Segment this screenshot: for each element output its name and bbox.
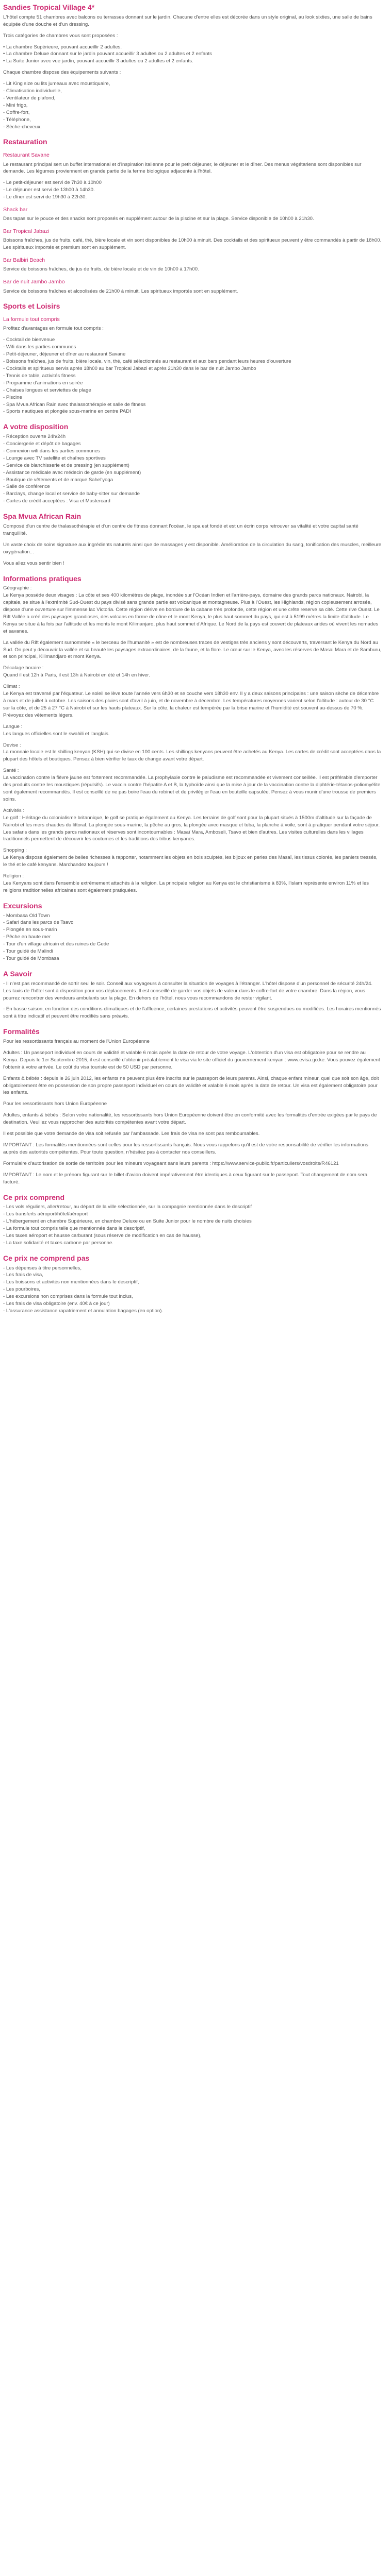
formalites-section [3, 1027, 382, 1185]
list-item: - La formule tout compris telle que mentionnée dans le descriptif, [3, 1226, 145, 1232]
all-inclusive-label: Profitez d'avantages en formule tout compris : [3, 326, 104, 332]
formalites-non-eu-label: Pour les ressortissants hors Union Européenne [3, 1101, 107, 1107]
list-item: - Sèche-cheveux. [3, 124, 42, 130]
spa-text-2: Un vaste choix de soins signature aux ingrédients naturels ainsi que de massages y est disponible. Amélioration de la circulation du sang, tonification des muscles, meilleure oxygénation... [3, 541, 382, 555]
currency-text: La monnaie locale est le shilling kenyan (KSH) qui se divise en 100 cents. Les shillings kenyans peuvent être achetés au Kenya. Les cartes de crédit sont acceptées dans la plupart des hôtels et boutiques. Pensez à bien vérifier le taux de change avant votre départ. [3, 749, 381, 762]
list-item: - Climatisation individuelle, [3, 88, 62, 94]
infos-section [3, 574, 382, 894]
list-item: - Les vols réguliers, aller/retour, au départ de la ville sélectionnée, sur la compagnie mentionnée dans le descriptif [3, 1204, 252, 1210]
price-includes-section [3, 1193, 382, 1247]
health-label: Santé : [3, 768, 19, 774]
suites-categories-list [3, 44, 382, 65]
list-item: - Réception ouverte 24h/24h [3, 434, 66, 440]
sports-section [3, 302, 382, 415]
list-item: - Tour guidé de Mombasa [3, 955, 59, 961]
restauration-title: Restauration [3, 138, 47, 146]
suites-categories-label: Trois catégories de chambres vous sont proposées : [3, 32, 118, 39]
list-item: • La chambre Supérieure, pouvant accueillir 2 adultes. [3, 44, 122, 50]
suites-intro: L'hôtel compte 51 chambres avec balcons ou terrasses donnant sur le jardin. Chacune d'entre elles est décorée dans un style original, au look sixties, une salle de bains équipée d'une douche et d'un dressing. [3, 14, 372, 27]
list-item: - Sports nautiques et plongée sous-marine en centre PADI [3, 409, 131, 415]
list-item: - Service de blanchisserie et de pressing (en supplément) [3, 462, 129, 468]
formalites-children: Enfants & bébés : depuis le 26 juin 2012, les enfants ne peuvent plus être inscrits sur le passeport de leurs parents. Ainsi, chaque enfant mineur, quel que soit son âge, doit obligatoirement être en possession de son propre passeport individuel en cours de validité et valable 6 mois après la date de retour. Un visa est également obligatoire pour les enfants. [3, 1075, 379, 1096]
list-item: - Petit-déjeuner, déjeuner et dîner au restaurant Savane [3, 351, 126, 358]
bar-balbiri-title: Bar Balbiri Beach [3, 257, 45, 264]
suites-title: Sandies Tropical Village 4* [3, 3, 95, 11]
list-item: - Tennis de table, activités fitness [3, 372, 76, 379]
disposition-title: A votre disposition [3, 422, 69, 431]
sports-title: Sports et Loisirs [3, 302, 60, 311]
list-item: • La Suite Junior avec vue jardin, pouvant accueillir 3 adultes ou 2 adultes et 2 enfants. [3, 58, 193, 64]
formalites-important: IMPORTANT : Les formalités mentionnées sont celles pour les ressortissants français. Nous vous rappelons qu'il est de votre responsabilité de vérifier les informations auprès des autorités compétentes. Pour toute question, n'hésitez pas à contacter nos conseillers. [3, 1142, 368, 1155]
suites-section [3, 3, 382, 130]
list-item: - Chaises longues et serviettes de plage [3, 387, 91, 393]
bar-jambo-title: Bar de nuit Jambo Jambo [3, 279, 65, 285]
list-item: - Lounge avec TV satellite et chaînes sportives [3, 455, 106, 461]
list-item: - L'assurance assistance rapatriement et annulation bagages (en option). [3, 1308, 164, 1314]
disposition-list [3, 433, 382, 505]
formalites-title: Formalités [3, 1027, 40, 1036]
list-item: - Mombasa Old Town [3, 912, 50, 919]
formalites-eu-label: Pour les ressortissants français au moment de l'Union Européenne [3, 1039, 150, 1045]
list-item: - Plongée en sous-marin [3, 927, 57, 933]
list-item: - Tour d'un village africain et des ruines de Gede [3, 941, 109, 947]
timezone-label: Décalage horaire : [3, 665, 44, 671]
religion-label: Religion : [3, 873, 24, 879]
bar-balbiri-text: Service de boissons fraîches, de jus de fruits, de bière locale et de vin de 10h00 à 17h00. [3, 266, 199, 273]
price-excludes-list [3, 1265, 382, 1315]
list-item: - Téléphone, [3, 116, 31, 123]
list-item: - Les boissons et activités non mentionnées dans le descriptif, [3, 1279, 139, 1285]
shopping-label: Shopping : [3, 848, 27, 854]
list-item: - Tour guidé de Malindi [3, 948, 53, 955]
list-item: - Wifi dans les parties communes [3, 344, 76, 350]
restauration-section [3, 138, 382, 295]
list-item: - Programme d'animations en soirée [3, 380, 83, 386]
restaurant-savane-text: Le restaurant principal sert un buffet international et d'inspiration italienne pour le petit déjeuner, le déjeuner et le dîner. Des menus végétariens sont disponibles sur demande. Les légumes proviennent en grande partie de la ferme biologique adjacente à l'hôtel. [3, 161, 362, 175]
list-item: - L'hébergement en chambre Supérieure, en chambre Deluxe ou en Suite Junior pour le nombre de nuits choisies [3, 1218, 252, 1225]
list-item: - Cocktails et spiritueux servis après 18h00 au bar Tropical Jabazi et après 21h30 dans le bar de nuit Jambo Jambo [3, 365, 256, 371]
list-item: - Conciergerie et dépôt de bagages [3, 441, 81, 447]
savoir-title: A Savoir [3, 969, 32, 978]
price-includes-title: Ce prix comprend [3, 1193, 65, 1201]
geo-text: Le Kenya possède deux visages : La côte et ses 400 kilomètres de plage, inondée sur l'Océan Indien et l'arrière-pays, domaine des grands parcs nationaux. Nairobi, la capitale, se situe à l'extrémité Sud-Ouest du pays divisé sans grande partie est volcanique et montagneuse. Plus à l'Ouest, les Highlands, région copieusement arrosée, dispose d'une ouverture sur l'immense lac Victoria. Cette région dérive en bordure de la cabane très profonde, cette région et une crête reserve sa cité. Cette rive Ouest. Le Rift Vallée a créé des paysages grandioses, des volcans en forme de cône et le mont Kenya, le plus haut sommet du pays, qui est à 5199 mètres la limite d'altitude. Le Kenya se situe à la fois par l'altitude et les monts le mont Kilimanjaro, plus haut sommet d'Afrique. Le Nord de la pays est couvert de plateaux arides où vivent les nomades et savanes. [3, 592, 380, 634]
spa-section [3, 512, 382, 567]
language-label: Langue : [3, 723, 23, 730]
list-item: - Spa Mvua African Rain avec thalassothérapie et salle de fitness [3, 401, 146, 408]
list-item: - Le dîner est servi de 19h30 à 22h30. [3, 194, 87, 200]
language-text: Les langues officielles sont le swahili et l'anglais. [3, 731, 110, 737]
religion-text: Les Kenyans sont dans l'ensemble extrêmement attachés à la religion. La principale religion au Kenya est le christianisme à 83%, l'islam représente environ 11% et les religions traditionnelles africaines sont également pratiquées. [3, 880, 369, 893]
list-item: - Les pourboires, [3, 1286, 40, 1293]
list-item: - Cartes de crédit acceptées : Visa et Mastercard [3, 498, 110, 504]
price-excludes-title: Ce prix ne comprend pas [3, 1253, 90, 1262]
all-inclusive-title: La formule tout compris [3, 316, 60, 323]
formalites-adults: Adultes : Un passeport individuel en cours de validité et valable 6 mois après la date de retour de votre voyage. L'obtention d'un visa est obligatoire pour se rendre au Kenya. Depuis le 1er Septembre 2015, il est conseillé d'obtenir préalablement le visa via le site officiel du gouvernement kenyan : www.evisa.go.ke. Vous pouvez également l'obtenir à votre arrivée. Le coût du visa touriste est de 50 USD par personne. [3, 1049, 380, 1070]
list-item: - Boissons fraîches, jus de fruits, bière locale, vin, thé, café sélectionnés au restaurant et aux bars pendant leurs heures d'ouverture [3, 359, 291, 365]
formalites-important-2: IMPORTANT : Le nom et le prénom figurant sur le billet d'avion doivent impérativement être identiques à ceux figurant sur le passeport. Tout changement de nom sera facturé. [3, 1172, 368, 1185]
excursions-section [3, 902, 382, 962]
currency-label: Devise : [3, 742, 21, 748]
restaurant-savane-title: Restaurant Savane [3, 152, 50, 159]
savoir-text-2: - En basse saison, en fonction des conditions climatiques et de l'affluence, certaines prestations et activités peuvent être suspendues ou modifiées. Les horaires mentionnés sont à titre indicatif et peuvent être modifiés sans préavis. [3, 1006, 381, 1020]
list-item: - Le petit-déjeuner est servi de 7h30 à 10h00 [3, 180, 102, 186]
bar-jambo-text: Service de boissons fraîches et alcoolisées de 21h00 à minuit. Les spiritueux importés sont en supplément. [3, 288, 238, 294]
list-item: - Connexion wifi dans les parties communes [3, 448, 100, 454]
shopping-text: Le Kenya dispose également de belles richesses à rapporter, notamment les objets en bois sculptés, les bijoux en perles des Masaï, les tissus colorés, les paniers tressés, le thé et le café kenyans. Marchandez toujours ! [3, 855, 378, 868]
geo-label: Géographie : [3, 585, 32, 591]
restaurant-savane-hours [3, 179, 382, 201]
list-item: - Coffre-fort, [3, 109, 30, 115]
climate-label: Climat : [3, 684, 20, 690]
list-item: - Lit King size ou lits jumeaux avec moustiquaire, [3, 81, 110, 87]
suites-equipment-list [3, 80, 382, 130]
disposition-section [3, 422, 382, 505]
list-item: - Les frais de visa, [3, 1272, 43, 1278]
savoir-text: - Il n'est pas recommandé de sortir seul le soir. Conseil aux voyageurs à consulter la situation de voyages à l'étranger. L'hôtel dispose d'un personnel de sécurité 24h/24. Les taxis de l'hôtel sont à disposition pour vos déplacements. Il est conseillé de garder vos objets de valeur dans le coffre-fort de votre chambre. Dans la région, vous pourrez rencontrer des vendeurs ambulants sur la plage. En dehors de l'hôtel, nous vous recommandons de rester vigilant. [3, 980, 373, 1001]
bar-tropical-title: Bar Tropical Jabazi [3, 228, 50, 235]
excursions-title: Excursions [3, 901, 42, 910]
bar-tropical-text: Boissons fraîches, jus de fruits, café, thé, bière locale et vin sont disponibles de 10h00 à minuit. Des cocktails et des spiritueux peuvent y être commandés à partir de 18h00. Les spiritueux importés et premium sont en supplément. [3, 238, 382, 251]
list-item: - Les frais de visa obligatoire (env. 40€ à ce jour) [3, 1301, 110, 1307]
activities-label: Activités : [3, 807, 25, 814]
list-item: - Les excursions non comprises dans la formule tout inclus, [3, 1294, 133, 1300]
savoir-section [3, 970, 382, 1020]
spa-text-3: Vous allez vous sentir bien ! [3, 560, 64, 566]
list-item: - La taxe solidarité et taxes carbone par personne. [3, 1240, 113, 1246]
suites-equipment-label: Chaque chambre dispose des équipements suivants : [3, 70, 121, 76]
list-item: - Cocktail de bienvenue [3, 337, 55, 343]
list-item: - Mini frigo, [3, 102, 28, 108]
list-item: • La chambre Deluxe donnant sur le jardin pouvant accueillir 3 adultes ou 2 adultes et 2 enfants [3, 51, 212, 57]
climate-text: Le Kenya est traversé par l'équateur. Le soleil se lève toute l'année vers 6h30 et se couche vers 18h30 env. Il y a deux saisons principales : une saison sèche de décembre à mars et de juillet à octobre. Les saisons des pluies sont d'avril à juin, et de novembre à décembre. Les températures moyennes varient selon l'altitude : autour de 30 °C sur la côte, et de 25 à 27 °C à Nairobi et sur les hauts plateaux. Sur la côte, la chaleur est tempérée par la brise marine et l'humidité est souvent au-dessus de 70 %. Prévoyez des vêtements légers. [3, 691, 379, 718]
spa-title: Spa Mvua African Rain [3, 512, 82, 521]
list-item: - Piscine [3, 394, 22, 400]
list-item: - Ventilateur de plafond, [3, 95, 56, 101]
list-item: - Les transferts aéroport/hôtel/aéroport [3, 1211, 88, 1217]
formalites-form-link[interactable]: Formulaire d'autorisation de sortie de territoire pour les mineurs voyageant sans leurs parents : https://www.service-public.fr/particuliers/vosdroits/R46121 [3, 1160, 339, 1166]
price-excludes-section [3, 1254, 382, 1315]
list-item: - Boutique de vêtements et de marque Sahel'yoga [3, 477, 113, 483]
list-item: - Les taxes aéroport et hausse carburant (sous réserve de modification en cas de hausse), [3, 1232, 202, 1239]
shack-bar-text: Des tapas sur le pouce et des snacks sont proposés en supplément autour de la piscine et sur la plage. Service disponible de 10h00 à 21h30. [3, 216, 314, 222]
infos-title: Informations pratiques [3, 574, 82, 583]
list-item: - Les dépenses à titre personnelles, [3, 1265, 82, 1271]
list-item: - Safari dans les parcs de Tsavo [3, 920, 74, 926]
formalites-visa-note: Il est possible que votre demande de visa soit refusée par l'ambassade. Les frais de visa ne sont pas remboursables. [3, 1131, 260, 1137]
excursions-list [3, 912, 382, 962]
list-item: - Salle de conférence [3, 484, 50, 490]
list-item: - Le déjeuner est servi de 13h00 à 14h30. [3, 187, 95, 193]
all-inclusive-list [3, 336, 382, 415]
activities-text: Le golf : Héritage du colonialisme britannique, le golf se pratique également au Kenya. Les terrains de golf sont pour la plupart situés à 1500m d'altitude sur la façade de Nairobi et les mers chaudes du littoral. La plongée sous-marine, la pêche au gros, la plongée avec masque et tuba, la planche à voile, sont à pratiquer pendant votre séjour. Les safaris dans les grands parcs nationaux et réserves sont incontournables : Masaï Mara, Amboseli, Tsavo et bien d'autres. Les visites culturelles dans les villages traditionnels permettent de découvrir les coutumes et les traditions des tribus kenyanes. [3, 815, 380, 842]
formalites-non-eu: Adultes, enfants & bébés : Selon votre nationalité, les ressortissants hors Union Européenne doivent être en conformité avec les formalités d'entrée exigées par le pays de destination. Veuillez vous rapprocher des autorités compétentes avant votre départ. [3, 1112, 377, 1126]
spa-text-1: Composé d'un centre de thalassothérapie et d'un centre de fitness donnant l'océan, le spa est fondé et est un écrin corps retrouver sa vitalité et votre capital santé tranquillité. [3, 523, 359, 536]
health-text: La vaccination contre la fièvre jaune est fortement recommandée. La prophylaxie contre le paludisme est recommandée et vivement conseillée. Il est préférable d'emporter des produits contre les moustiques (répulsifs). Le vaccin contre l'hépatite A et B, la typhoïde ainsi que la mise à jour de la vaccination contre la diphtérie-tétanos-poliomyélite sont également recommandés. Il est conseillé de ne pas boire l'eau du robinet et de privilégier l'eau en bouteille capsulée. Pensez à vous munir d'une trousse de premiers soins. [3, 775, 381, 802]
list-item: - Barclays, change local et service de baby-sitter sur demande [3, 491, 140, 497]
list-item: - Assistance médicale avec médecin de garde (en supplément) [3, 469, 141, 476]
shack-bar-title: Shack bar [3, 207, 28, 213]
price-includes-list [3, 1204, 382, 1246]
list-item: - Pêche en haute mer [3, 934, 51, 940]
geo-text-2: La vallée du Rift également surnommée « le berceau de l'humanité » est de nombreuses traces de vestiges très anciens y sont découverts, traversant le Kenya du Nord au Sud. On peut y découvrir la vallée et sa beauté les paysages extraordinaires, de la faune, et la flore. Le cœur sur le Kenya, avec les réserves de Masai Mara et de Samburu, et son principal, Kilimandjaro et mont Kenya. [3, 639, 382, 660]
timezone-text: Quand il est 12h à Paris, il est 13h à Nairobi en été et 14h en hiver. [3, 672, 150, 679]
